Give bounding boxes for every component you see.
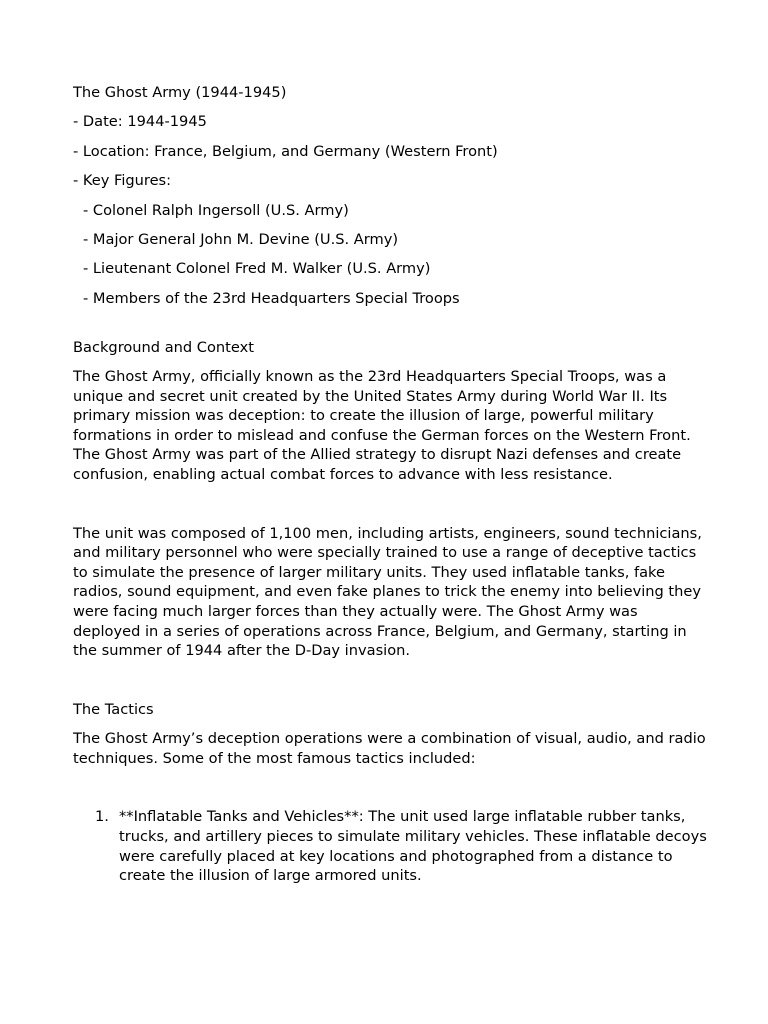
list-item bbox=[73, 807, 708, 885]
background-paragraph-1: The Ghost Army, officially known as the 23rd Headquarters Special Troops, was a unique and secret unit created by the United States Army during World War II. Its primary mission was deception: to create the illusion of large, powerful military formations in order to mislead and confuse the German forces on the Western Front. The Ghost Army was part of the Allied strategy to disrupt Nazi defenses and create confusion, enabling actual combat forces to advance with less resistance. bbox=[73, 368, 691, 484]
key-figure-item: - Members of the 23rd Headquarters Special Troops bbox=[83, 289, 460, 307]
key-figure-item: - Major General John M. Devine (U.S. Army) bbox=[83, 230, 399, 248]
tactics-intro-paragraph: The Ghost Army’s deception operations were a combination of visual, audio, and radio techniques. Some of the most famous tactics included: bbox=[73, 730, 706, 767]
tactics-heading: The Tactics bbox=[73, 700, 154, 718]
location-line: - Location: France, Belgium, and Germany (Western Front) bbox=[73, 142, 498, 160]
list-item-text: **Inflatable Tanks and Vehicles**: The unit used large inflatable rubber tanks, trucks, and artillery pieces to simulate military vehicles. These inflatable decoys were carefully placed at key locations and photographed from a distance to create the illusion of large armored units. bbox=[119, 808, 707, 885]
key-figure-item: - Lieutenant Colonel Fred M. Walker (U.S. Army) bbox=[83, 260, 431, 278]
key-figures-label: - Key Figures: bbox=[73, 172, 172, 190]
document-title: The Ghost Army (1944-1945) bbox=[73, 84, 287, 101]
background-heading: Background and Context bbox=[73, 338, 254, 356]
tactics-list bbox=[73, 807, 708, 885]
date-line: - Date: 1944-1945 bbox=[73, 113, 207, 131]
background-paragraph-2: The unit was composed of 1,100 men, including artists, engineers, sound technicians, and military personnel who were specially trained to use a range of deceptive tactics to simulate the presence of larger military units. They used inflatable tanks, fake radios, sound equipment, and even fake planes to trick the enemy into believing they were facing much larger forces than they actually were. The Ghost Army was deployed in a series of operations across France, Belgium, and Germany, starting in the summer of 1944 after the D-Day invasion. bbox=[73, 524, 702, 660]
key-figure-item: - Colonel Ralph Ingersoll (U.S. Army) bbox=[83, 201, 349, 219]
list-item-number: 1. bbox=[95, 808, 109, 826]
